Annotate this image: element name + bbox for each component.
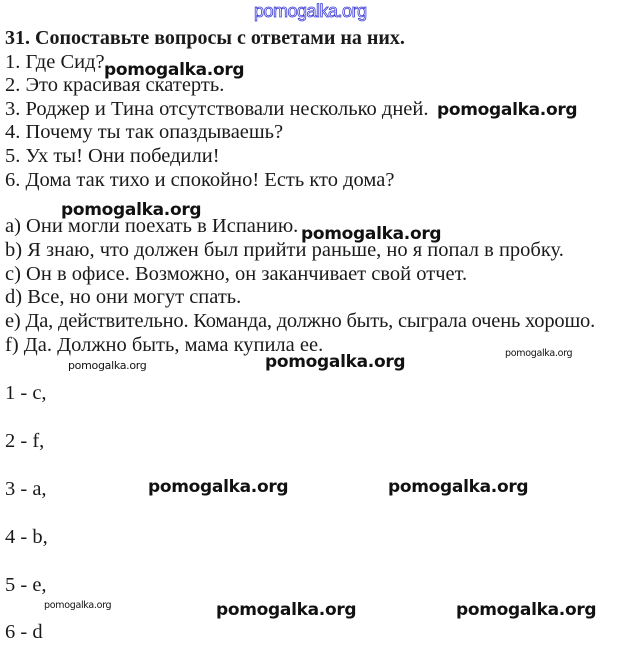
watermark: pomogalka.org — [148, 477, 289, 497]
answer-d: d) Все, но они могут спать. — [5, 286, 242, 308]
answer-b: b) Я знаю, что должен был прийти раньше, но я попал в пробку. — [5, 239, 564, 261]
question-3: 3. Роджер и Тина отсутствовали несколько дней. — [5, 98, 429, 120]
solution-2: 2 - f, — [5, 430, 45, 452]
solution-1: 1 - c, — [5, 382, 47, 404]
answer-a: a) Они могли поехать в Испанию. — [5, 215, 299, 237]
watermark: pomogalka.org — [437, 100, 578, 120]
exercise-title: 31. Сопоставьте вопросы с ответами на них. — [5, 27, 405, 49]
question-2: 2. Это красивая скатерть. — [5, 74, 225, 96]
question-6: 6. Дома так тихо и спокойно! Есть кто дома? — [5, 169, 395, 191]
answer-e: e) Да, действительно. Команда, должно быть, сыграла очень хорошо. — [5, 310, 596, 332]
question-1: 1. Где Сид? — [5, 51, 105, 73]
watermark: pomogalka.org — [301, 224, 442, 244]
answer-c: c) Он в офисе. Возможно, он заканчивает свой отчет. — [5, 263, 468, 285]
watermark-top: pomogalka.org — [254, 1, 367, 21]
solution-4: 4 - b, — [5, 526, 48, 548]
watermark: pomogalka.org — [68, 359, 147, 372]
watermark: pomogalka.org — [44, 600, 112, 611]
question-4: 4. Почему ты так опаздываешь? — [5, 121, 284, 143]
solution-6: 6 - d — [5, 621, 43, 643]
watermark: pomogalka.org — [216, 600, 357, 620]
watermark: pomogalka.org — [104, 60, 245, 80]
watermark: pomogalka.org — [265, 352, 406, 372]
solution-3: 3 - a, — [5, 478, 47, 500]
watermark: pomogalka.org — [61, 200, 202, 220]
watermark: pomogalka.org — [388, 477, 529, 497]
watermark: pomogalka.org — [456, 600, 597, 620]
answer-f: f) Да. Должно быть, мама купила ее. — [5, 334, 324, 356]
question-5: 5. Ух ты! Они победили! — [5, 145, 220, 167]
watermark: pomogalka.org — [505, 348, 573, 359]
solution-5: 5 - e, — [5, 574, 47, 596]
